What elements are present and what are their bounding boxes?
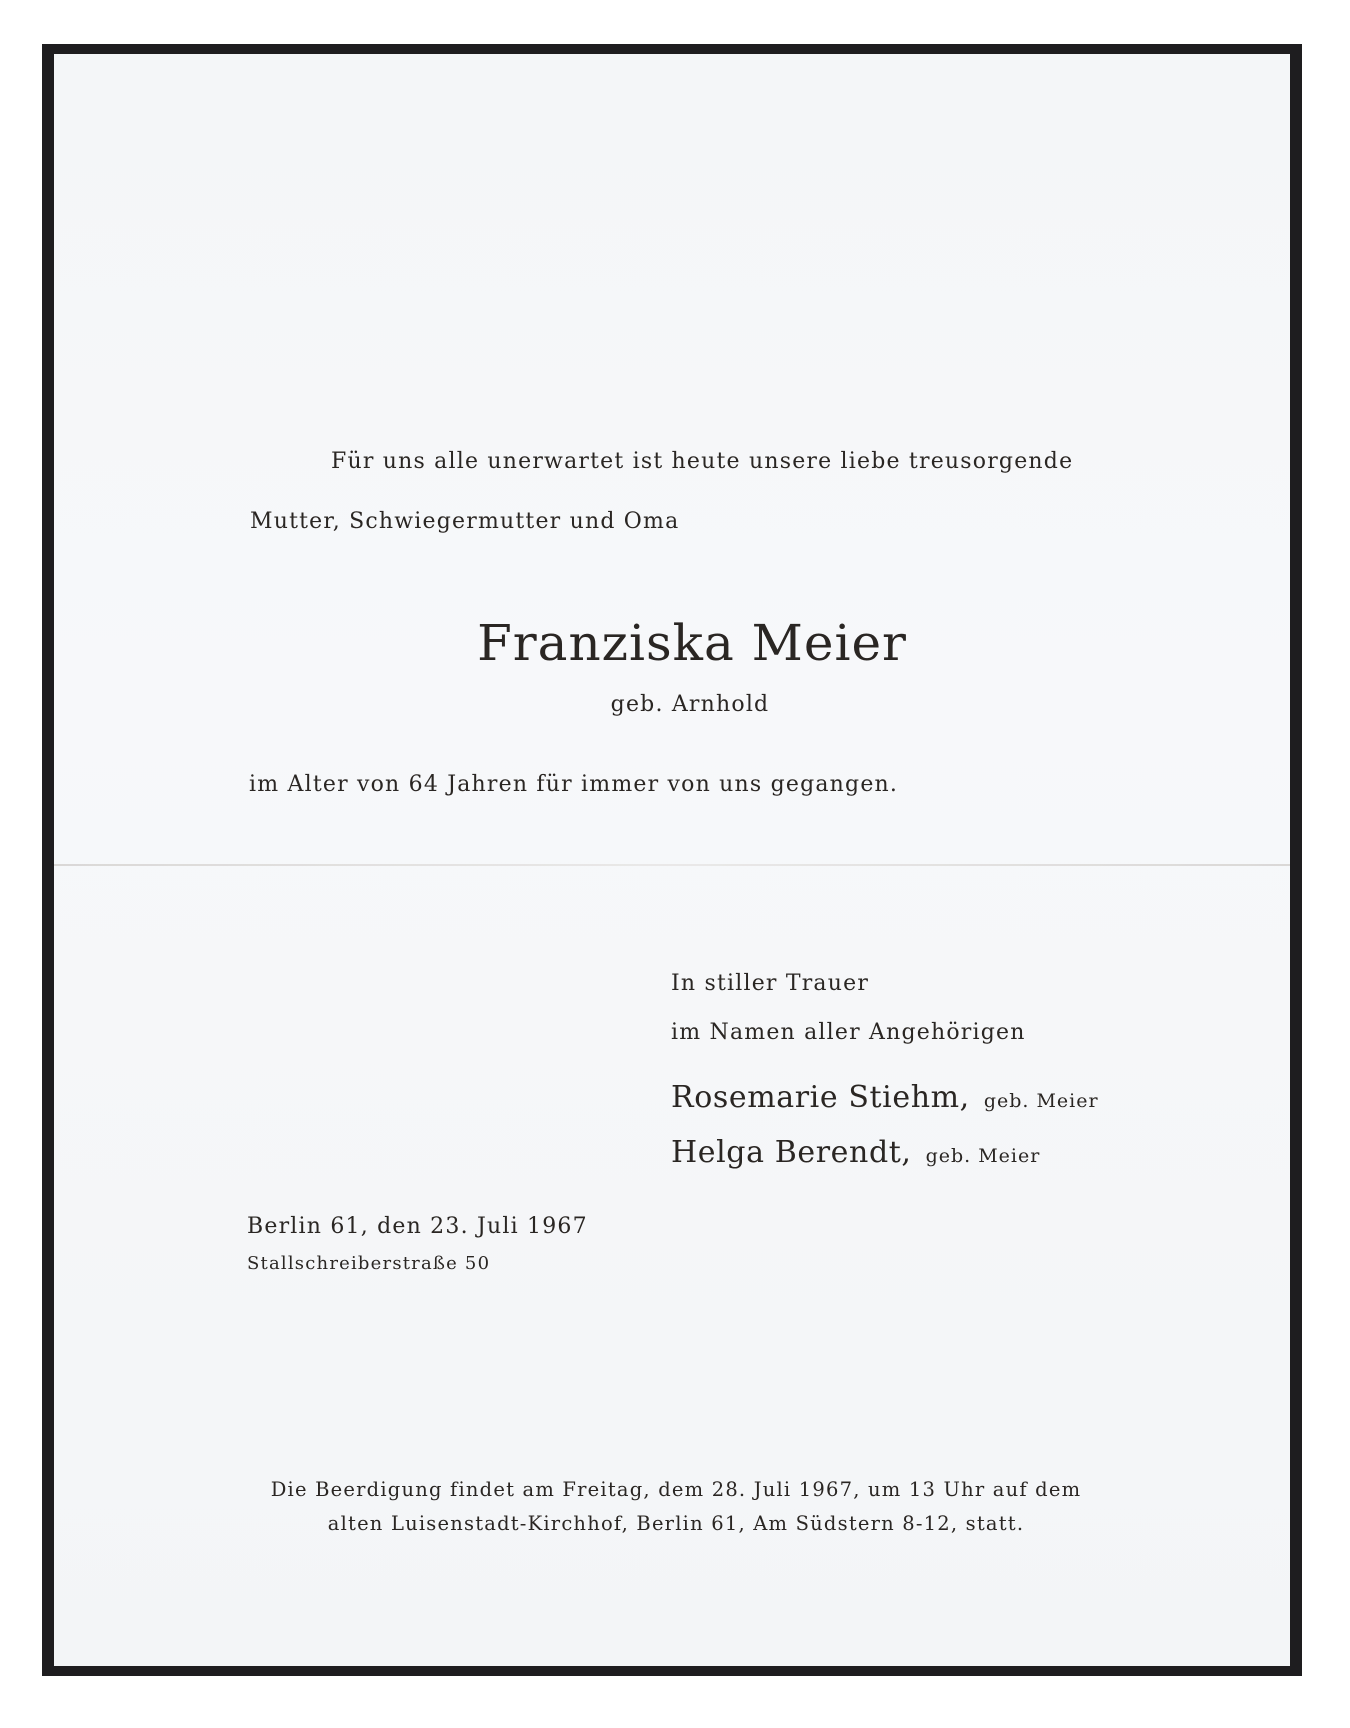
intro-line-1: Für uns alle unerwartet ist heute unsere liebe treusorgende: [331, 449, 1074, 474]
funeral-line-2: alten Luisenstadt-Kirchhof, Berlin 61, Am Südstern 8-12, statt.: [327, 1512, 1025, 1535]
street-address: Stallschreiberstraße 50: [247, 1253, 491, 1274]
place-date: Berlin 61, den 23. Juli 1967: [247, 1214, 588, 1239]
paper-fold-line: [54, 864, 1290, 866]
mourning-line-1: In stiller Trauer: [671, 971, 870, 996]
mourning-line-2: im Namen aller Angehörigen: [671, 1020, 1026, 1045]
deceased-maiden-name: geb. Arnhold: [610, 692, 770, 717]
deceased-name: Franziska Meier: [477, 614, 907, 672]
intro-line-2: Mutter, Schwiegermutter und Oma: [250, 509, 680, 534]
signer-1-born: geb. Meier: [983, 1090, 1099, 1112]
funeral-line-1: Die Beerdigung findet am Freitag, dem 28. Juli 1967, um 13 Uhr auf dem: [270, 1478, 1082, 1501]
signer-1: [671, 1080, 1099, 1115]
signer-2: [671, 1135, 1040, 1170]
signer-1-name: Rosemarie Stiehm,: [671, 1080, 970, 1115]
mourning-card: [42, 44, 1302, 1676]
age-line: im Alter von 64 Jahren für immer von uns gegangen.: [249, 772, 899, 797]
signer-2-name: Helga Berendt,: [671, 1135, 912, 1170]
signer-2-born: geb. Meier: [925, 1145, 1041, 1167]
